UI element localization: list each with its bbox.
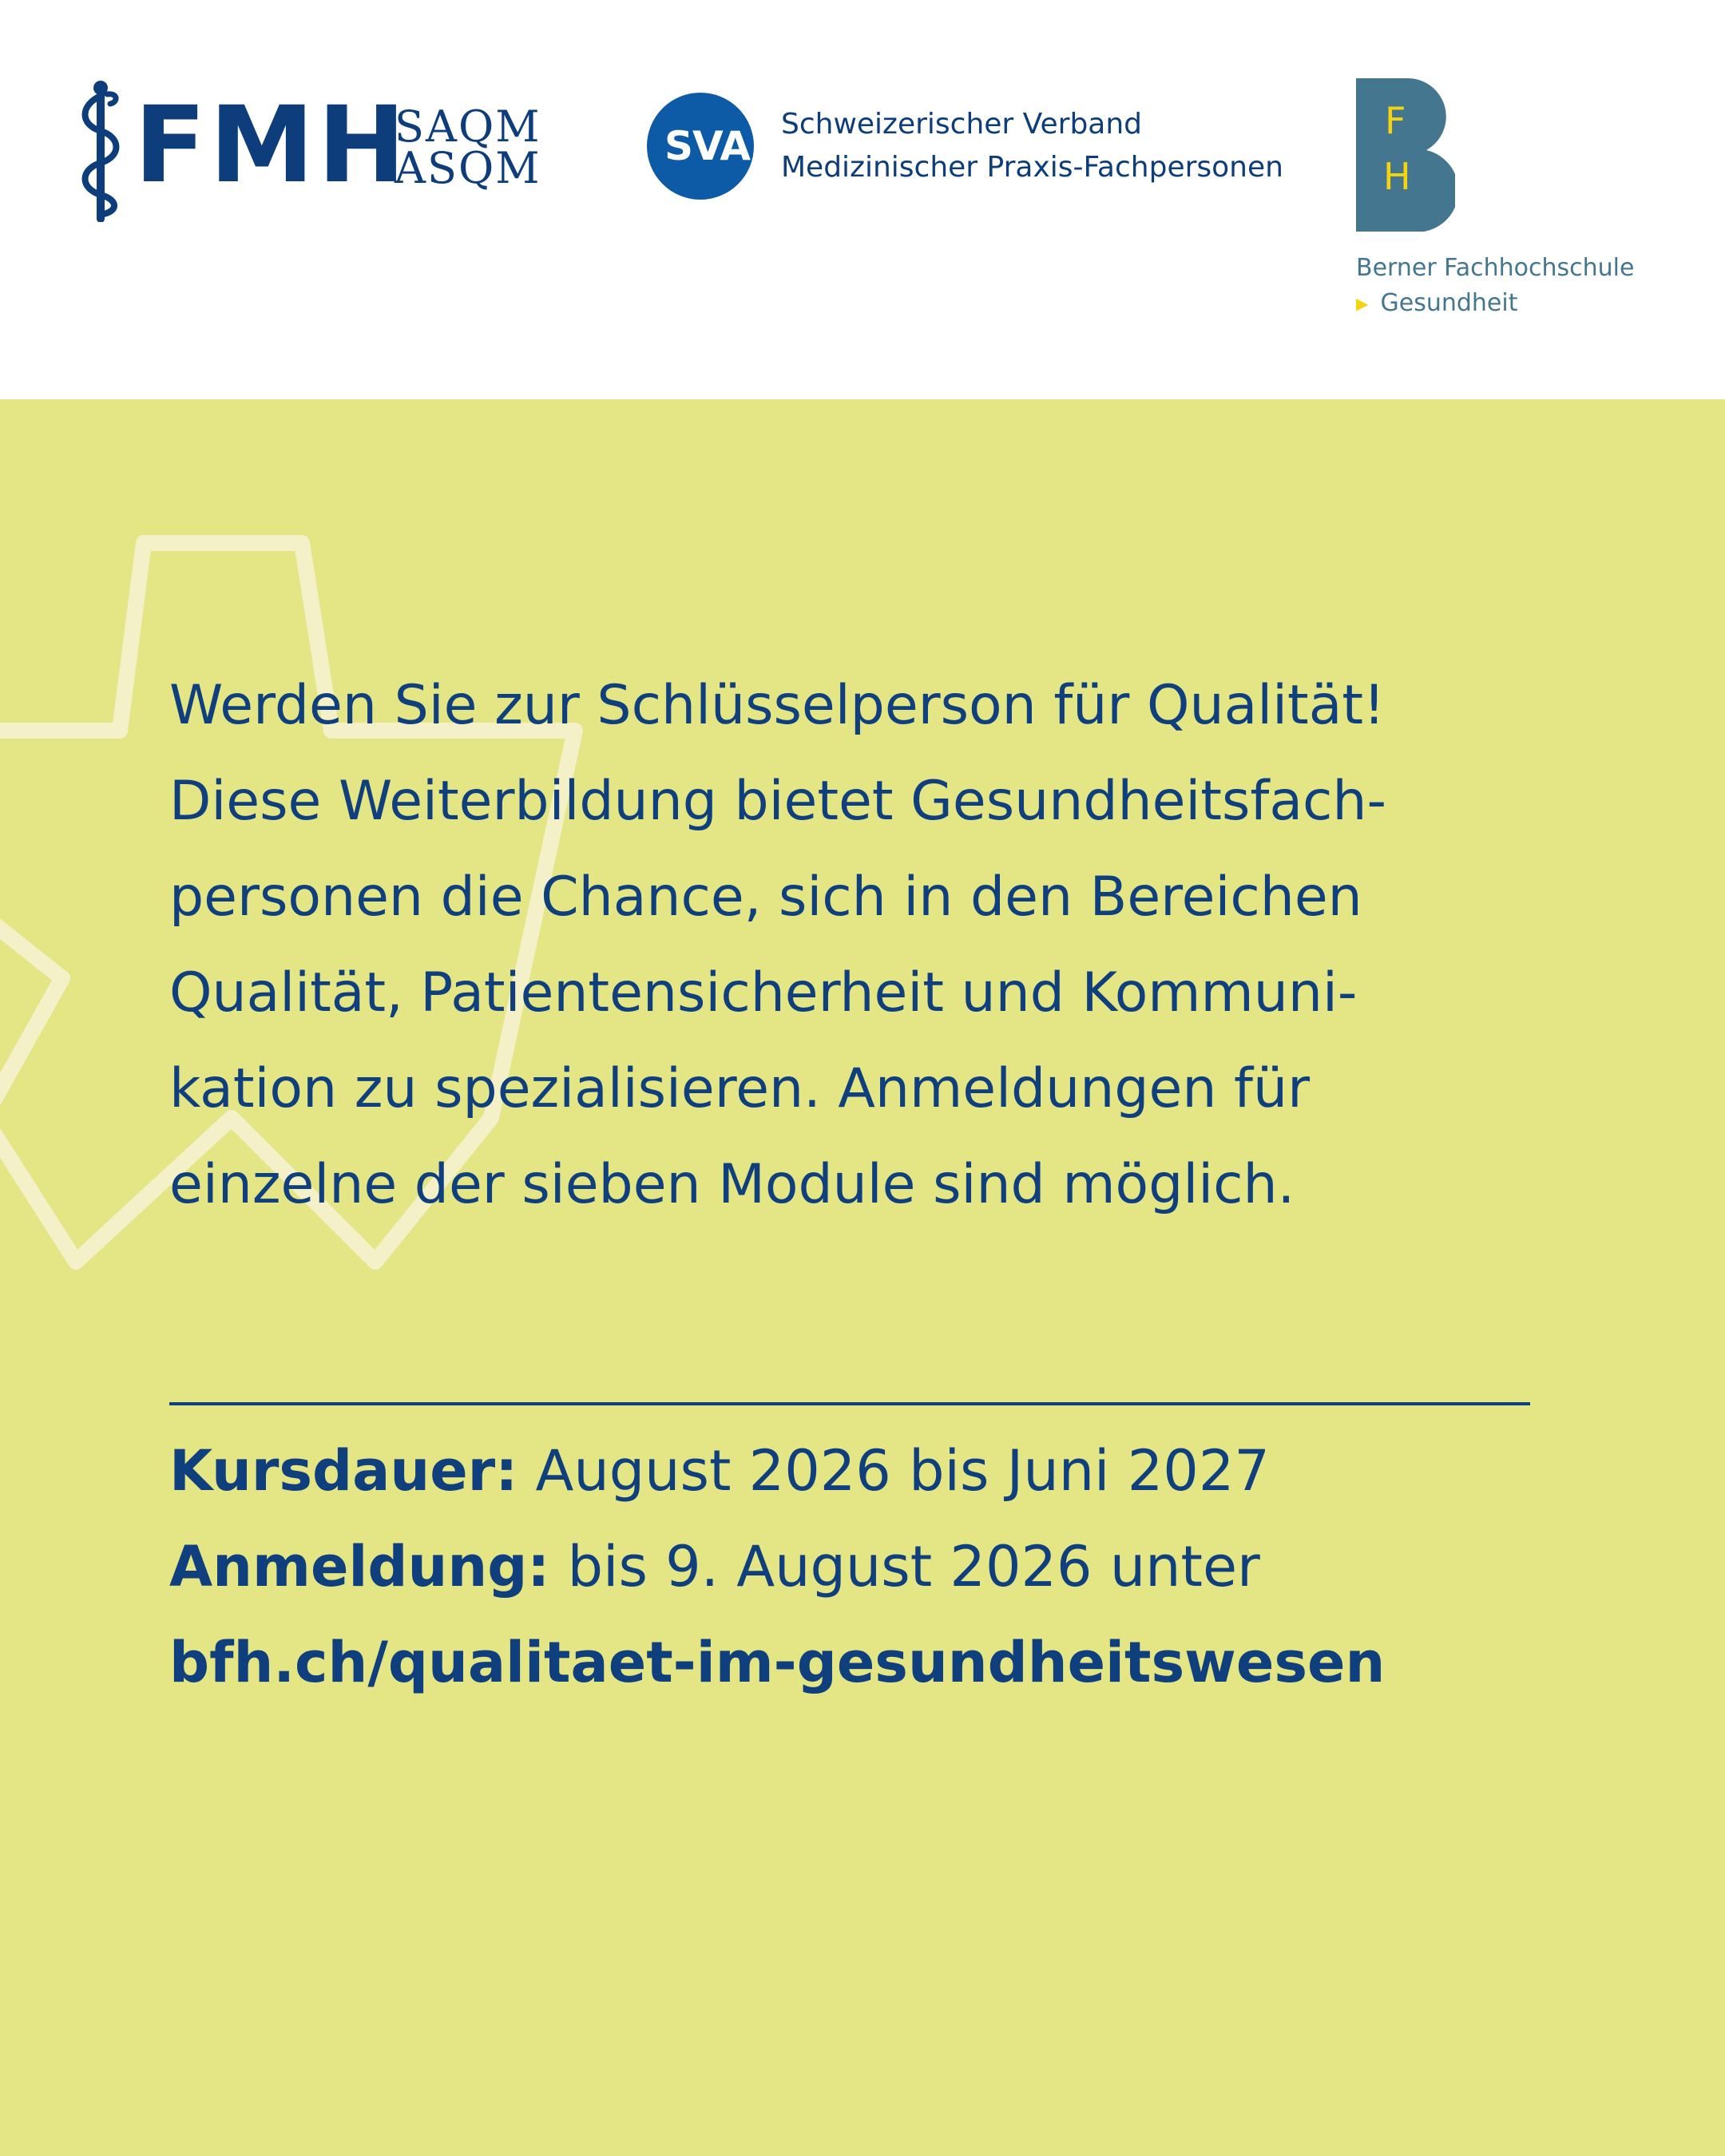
bfh-logo: [1356, 78, 1675, 326]
course-info: [169, 1423, 1607, 1710]
bfh-name-line-1: Berner Fachhochschule: [1356, 254, 1635, 282]
sva-name-line-2: Medizinischer Praxis-Fachpersonen: [781, 151, 1283, 184]
fmh-wordmark: FMH: [134, 84, 409, 207]
fmh-saqm-logo: [77, 78, 548, 222]
intro-paragraph: [169, 658, 1527, 1233]
sva-monogram: SVA: [664, 123, 751, 169]
intro-line-5: kation zu spezialisieren. Anmeldungen für: [169, 1057, 1311, 1120]
intro-line-2: Diese Weiterbildung bietet Gesundheitsfach-: [169, 770, 1387, 833]
sva-name-line-1: Schweizerischer Verband: [781, 108, 1143, 141]
bfh-name-line-2: Gesundheit: [1380, 289, 1518, 317]
sva-logo: [647, 93, 1286, 201]
course-url-link[interactable]: bfh.ch/qualitaet-im-gesundheitswesen: [169, 1630, 1386, 1695]
bfh-letter-h: H: [1383, 155, 1411, 198]
triangle-arrow-icon: ▶: [1356, 294, 1369, 313]
bfh-name-line-2-row: [1356, 287, 1517, 319]
intro-line-1: Werden Sie zur Schlüsselperson für Qualität!: [169, 674, 1386, 737]
intro-line-3: personen die Chance, sich in den Bereichen: [169, 866, 1362, 929]
registration-row: [169, 1519, 1607, 1615]
asqm-text: ASQM: [395, 143, 541, 193]
bfh-letter-f: F: [1385, 99, 1406, 142]
duration-label: Kursdauer:: [169, 1438, 518, 1504]
intro-line-6: einzelne der sieben Module sind möglich.: [169, 1153, 1295, 1216]
section-divider: [169, 1402, 1530, 1405]
registration-value: bis 9. August 2026 unter: [567, 1534, 1260, 1599]
saqm-text: SAQM: [395, 101, 541, 152]
duration-value: August 2026 bis Juni 2027: [535, 1438, 1270, 1504]
registration-label: Anmeldung:: [169, 1534, 550, 1599]
intro-line-4: Qualität, Patientensicherheit und Kommuni-: [169, 961, 1358, 1024]
sva-circle-icon: [647, 93, 754, 200]
logo-header: [0, 0, 1725, 399]
main-panel: [0, 399, 1725, 2156]
duration-row: [169, 1423, 1607, 1519]
rod-of-asclepius-icon: [77, 78, 125, 222]
